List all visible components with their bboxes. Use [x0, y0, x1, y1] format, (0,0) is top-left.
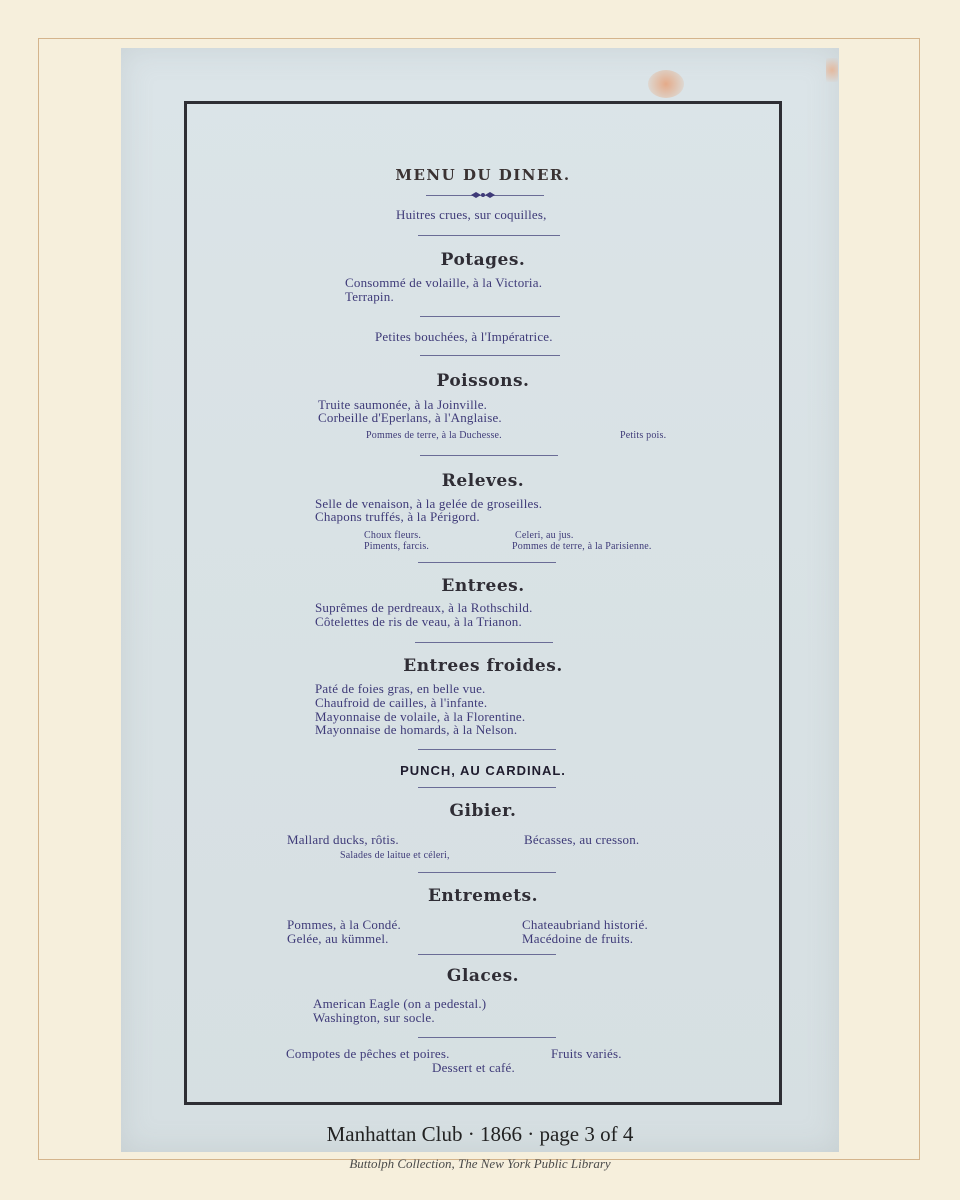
section-heading-potages: Potages. [440, 250, 526, 270]
menu-item: Macédoine de fruits. [522, 931, 634, 946]
menu-item: Corbeille d'Eperlans, à l'Anglaise. [318, 410, 502, 425]
menu-side: Petits pois. [620, 430, 667, 441]
section-heading-poissons: Poissons. [436, 371, 530, 391]
divider [420, 355, 560, 356]
menu-item: Truite saumonée, à la Joinville. [318, 397, 488, 412]
menu-item: Chaufroid de cailles, à l'infante. [315, 695, 488, 710]
menu-item: Chapons truffés, à la Périgord. [315, 509, 480, 524]
page-caption: Manhattan Club · 1866 · page 3 of 4 [326, 1122, 634, 1146]
divider [418, 787, 556, 788]
ornament-icon [468, 191, 498, 199]
menu-item: Mayonnaise de volaile, à la Florentine. [315, 709, 526, 724]
menu-item: Mallard ducks, rôtis. [287, 832, 399, 847]
divider [420, 455, 558, 456]
section-heading-entrees-froides: Entrees froides. [403, 656, 563, 676]
collection-credit: Buttolph Collection, The New York Public Library [349, 1156, 611, 1171]
section-heading-gibier: Gibier. [449, 801, 517, 821]
menu-item: Terrapin. [345, 289, 394, 304]
menu-item: Consommé de volaille, à la Victoria. [345, 275, 543, 290]
divider [418, 872, 556, 873]
section-heading-releves: Releves. [441, 471, 525, 491]
menu-item: Côtelettes de ris de veau, à la Trianon. [315, 614, 522, 629]
menu-item: Gelée, au kümmel. [287, 931, 389, 946]
menu-side: Piments, farcis. [364, 541, 430, 552]
menu-side: Pommes de terre, à la Parisienne. [512, 541, 652, 552]
menu-item: Bécasses, au cresson. [524, 832, 640, 847]
menu-side: Celeri, au jus. [515, 530, 574, 541]
divider [418, 1037, 556, 1038]
divider [418, 749, 556, 750]
divider [420, 316, 560, 317]
menu-item: Washington, sur socle. [313, 1010, 435, 1025]
menu-item: Huitres crues, sur coquilles, [396, 207, 547, 222]
menu-item: Selle de venaison, à la gelée de groseilles. [315, 496, 543, 511]
punch-course: PUNCH, AU CARDINAL. [400, 763, 566, 778]
menu-item: Fruits variés. [551, 1046, 622, 1061]
paper-stain [648, 70, 684, 98]
menu-side: Salades de laitue et céleri, [340, 850, 450, 861]
divider [418, 954, 556, 955]
divider [418, 562, 556, 563]
menu-item: Compotes de pêches et poires. [286, 1046, 450, 1061]
menu-item: American Eagle (on a pedestal.) [313, 996, 487, 1011]
menu-side: Choux fleurs. [364, 530, 422, 541]
section-heading-glaces: Glaces. [446, 966, 520, 986]
menu-item: Petites bouchées, à l'Impératrice. [375, 329, 553, 344]
menu-item: Chateaubriand historié. [522, 917, 648, 932]
menu-item: Suprêmes de perdreaux, à la Rothschild. [315, 600, 533, 615]
menu-title: MENU DU DINER. [395, 166, 571, 184]
divider [418, 235, 560, 236]
menu-item: Paté de foies gras, en belle vue. [315, 681, 486, 696]
section-heading-entremets: Entremets. [427, 886, 539, 906]
section-heading-entrees: Entrees. [441, 576, 525, 596]
menu-side: Pommes de terre, à la Duchesse. [366, 430, 502, 441]
menu-item: Mayonnaise de homards, à la Nelson. [315, 722, 518, 737]
paper-stain [826, 58, 838, 82]
divider [415, 642, 553, 643]
menu-item: Dessert et café. [432, 1060, 515, 1075]
menu-item: Pommes, à la Condé. [287, 917, 401, 932]
